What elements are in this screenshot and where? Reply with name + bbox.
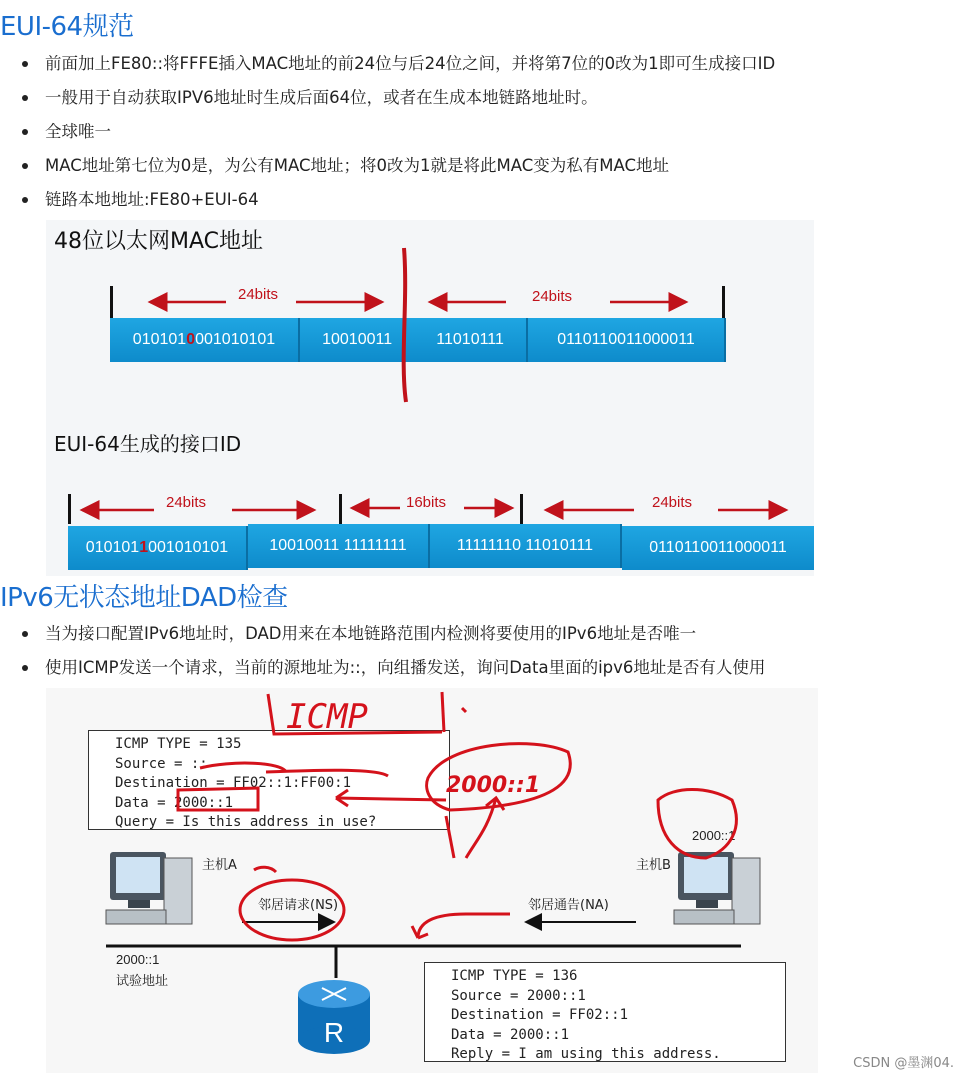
segment-text: 001010101 [195,331,276,348]
na-line: Reply = I am using this address. [451,1046,721,1062]
segment-text: 010101 [132,331,187,348]
eui-figure-title: EUI-64生成的接口ID [54,432,242,456]
computer-icon [674,852,760,924]
host-a-label: 主机A [202,858,237,873]
segment-text: 001010101 [148,539,229,556]
segment-text: 10010011 [322,331,393,348]
na-line: Data = 2000::1 [451,1026,570,1043]
host-b-address: 2000::1 [692,828,736,843]
dad-drawing [46,688,818,1073]
router-icon [298,980,370,1054]
watermark: CSDN @墨渊04. [853,1056,954,1071]
host-a-note: 试验地址 [116,974,169,989]
eui64-diagram [46,220,814,576]
bullet-item: MAC地址第七位为0是，为公有MAC地址；将0改为1就是将此MAC变为私有MAC地址 [0,149,775,183]
mac-bits-label-left: 24bits [238,286,279,303]
bullet-item: 链路本地地址:FE80+EUI-64 [0,183,775,217]
eui-segment-3: 11111110 11010111 [430,524,622,568]
router-letter: R [323,1017,345,1048]
bullet-item: 使用ICMP发送一个请求，当前的源地址为::，向组播发送，询问Data里面的ipv6地址是否有人使用 [0,651,765,685]
hand-drawn-divider [404,248,406,402]
section-title-dad: IPv6无状态地址DAD检查 [0,583,288,613]
section-title-eui64: EUI-64规范 [0,12,134,42]
mac-figure-title: 48位以太网MAC地址 [54,229,264,254]
eui64-arrows [46,220,814,576]
na-line: ICMP TYPE = 136 [451,968,578,984]
segment-text: 11010111 [436,331,504,348]
na-label: 邻居通告(NA) [528,898,609,913]
dad-diagram [46,688,818,1073]
host-a-address: 2000::1 [116,952,160,967]
handwritten-icmp: ICMP [286,697,368,737]
segment-text: 010101 [85,539,140,556]
handwritten-address: 2000::1 [446,773,541,798]
host-b-label: 主机B [636,858,671,873]
bullet-item: 当为接口配置IPv6地址时，DAD用来在本地链路范围内检测将要使用的IPv6地址是否唯一 [0,617,765,651]
ns-label: 邻居请求(NS) [258,898,339,913]
computer-icon [106,852,192,924]
na-line: Source = 2000::1 [451,987,586,1004]
eui-bits-label-mid: 16bits [406,494,447,511]
bullet-item: 前面加上FE80::将FFFE插入MAC地址的前24位与后24位之间，并将第7位的0改为1即可生成接口ID [0,47,775,81]
eui-segment-4: 0110110011000011 [622,526,814,570]
ns-line: Query = Is this address in use? [115,814,377,830]
handwritten-annotations [178,692,736,940]
ns-line: ICMP TYPE = 135 [115,736,242,752]
bit7-highlight: 1 [139,539,149,556]
dad-bullet-list [0,617,765,685]
eui-bits-label-right: 24bits [652,494,693,511]
ns-line: Data = 2000::1 [115,794,234,811]
bullet-item: 全球唯一 [0,115,775,149]
eui-bits-label-left: 24bits [166,494,207,511]
ns-line: Destination = FF02::1:FF00:1 [115,775,352,791]
eui-segment-2: 10010011 11111111 [248,524,430,568]
eui64-bullet-list [0,47,775,217]
ns-line: Source = :: [115,755,208,772]
mac-bits-label-right: 24bits [532,288,573,305]
mac-segment-4: 0110110011000011 [528,318,726,362]
bit7-highlight: 0 [186,331,196,348]
bullet-item: 一般用于自动获取IPV6地址时生成后面64位，或者在生成本地链路地址时。 [0,81,775,115]
na-line: Destination = FF02::1 [451,1007,629,1023]
